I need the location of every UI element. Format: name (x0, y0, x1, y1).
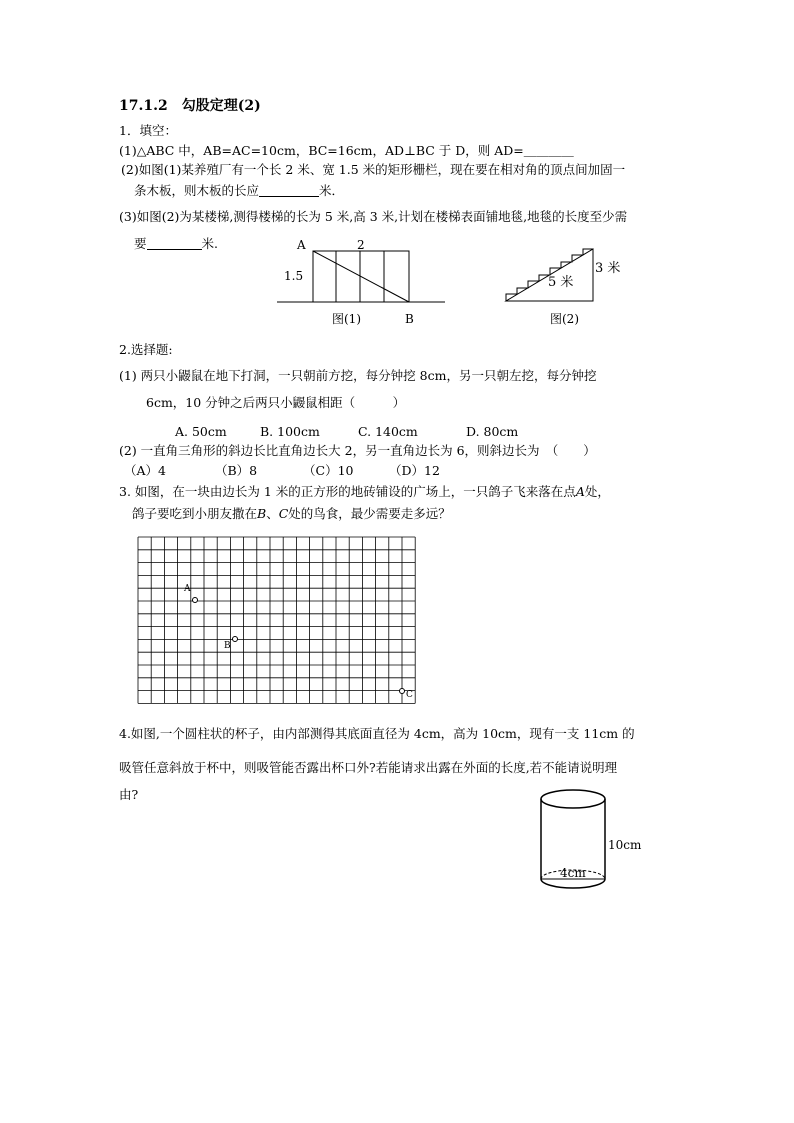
question-3-line1 (119, 484, 610, 499)
question-3-text: 处的鸟食，最少需要走多远？ (288, 506, 451, 521)
grid-label-a: A (184, 584, 191, 594)
question-2-2: (2) 一直角三角形的斜边长比直角边长大 2，另一直角边长为 6，则斜边长为 （ ） (119, 443, 596, 458)
point-c-label: C (278, 506, 289, 521)
cylinder-bottom-front (541, 879, 605, 888)
separator: 、 (266, 506, 279, 521)
figure-2-stairs (498, 245, 638, 330)
label-height: 10cm (608, 838, 642, 852)
option-d[interactable]: D. 80cm (466, 424, 519, 439)
label-side-length: 1.5 (284, 269, 304, 283)
question-1-2-line2 (134, 183, 344, 198)
question-4-line3: 由? (119, 787, 139, 802)
label-diameter: 4cm (560, 866, 586, 880)
question-1-2-line1: (2)如图(1)某养殖厂有一个长 2 米、宽 1.5 米的矩形栅栏，现在要在相对角的顶点间加固一 (121, 162, 626, 177)
question-1-3-text: 要 (134, 236, 147, 251)
figure-2-caption: 图(2) (550, 312, 579, 326)
question-2-1-line1: (1) 两只小鼹鼠在地下打洞，一只朝前方挖，每分钟挖 8cm，另一只朝左挖，每分钟挖 (119, 368, 597, 383)
option-a[interactable]: A. 50cm (175, 424, 227, 439)
grid-label-b: B (224, 641, 231, 651)
section-2-heading: 2.选择题: (119, 342, 173, 357)
label-stair-height: 3 米 (595, 261, 621, 276)
option-c[interactable]: （C）10 (303, 463, 354, 478)
label-top-length: 2 (357, 238, 365, 252)
question-1-2-text: 条木板，则木板的长应 (134, 183, 260, 198)
question-3-text: 3. 如图，在一块由边长为 1 米的正方形的地砖铺设的广场上，一只鸽子飞来落在点 (119, 484, 576, 499)
tile-grid-figure (130, 530, 425, 705)
question-1-3-unit: 米. (201, 236, 218, 251)
question-1-1: (1)△ABC 中，AB=AC=10cm，BC=16cm，AD⊥BC 于 D，则 AD=＿＿＿＿ (119, 143, 574, 158)
point-a-marker (193, 598, 198, 603)
option-c[interactable]: C. 140cm (358, 424, 418, 439)
section-1-heading: 1．填空： (119, 123, 177, 138)
grid-label-c: C (406, 690, 413, 700)
figure-1-caption: 图(1) (332, 312, 361, 326)
question-1-2-unit: 米． (319, 183, 345, 198)
question-1-3-line1: (3)如图(2)为某楼梯,测得楼梯的长为 5 米,高 3 米,计划在楼梯表面铺地毯,地毯的长度至少需 (119, 209, 628, 224)
figure-1-fence (270, 235, 450, 330)
question-4-line2: 吸管任意斜放于杯中，则吸管能否露出杯口外?若能请求出露在外面的长度,若不能请说明理 (119, 760, 618, 775)
diagonal-board (313, 251, 409, 302)
page-title: 17.1.2 勾股定理(2) (119, 98, 261, 114)
label-B: B (405, 312, 414, 326)
option-d[interactable]: （D）12 (389, 463, 440, 478)
question-3-text: 处， (584, 484, 610, 499)
cylinder-top (541, 790, 605, 808)
point-a-label: A (575, 484, 585, 499)
question-4-line1: 4.如图,一个圆柱状的杯子，由内部测得其底面直径为 4cm，高为 10cm，现有一支 11cm 的 (119, 726, 635, 741)
label-A: A (297, 238, 306, 252)
question-1-3-line2 (134, 236, 218, 251)
point-c-marker (400, 689, 405, 694)
question-3-line2 (132, 506, 451, 521)
option-b[interactable]: （B）8 (215, 463, 258, 478)
label-stair-length: 5 米 (548, 275, 574, 290)
question-2-1-line2: 6cm，10 分钟之后两只小鼹鼠相距（ ） (146, 395, 406, 410)
point-b-marker (233, 637, 238, 642)
tile-grid-lines (138, 537, 415, 703)
cylinder-figure (535, 785, 655, 900)
point-b-label: B (257, 506, 267, 521)
option-b[interactable]: B. 100cm (260, 424, 320, 439)
answer-blank[interactable] (259, 184, 319, 197)
option-a[interactable]: （A）4 (124, 463, 166, 478)
question-3-text: 鸽子要吃到小朋友撒在 (132, 506, 258, 521)
answer-blank[interactable] (147, 237, 202, 250)
